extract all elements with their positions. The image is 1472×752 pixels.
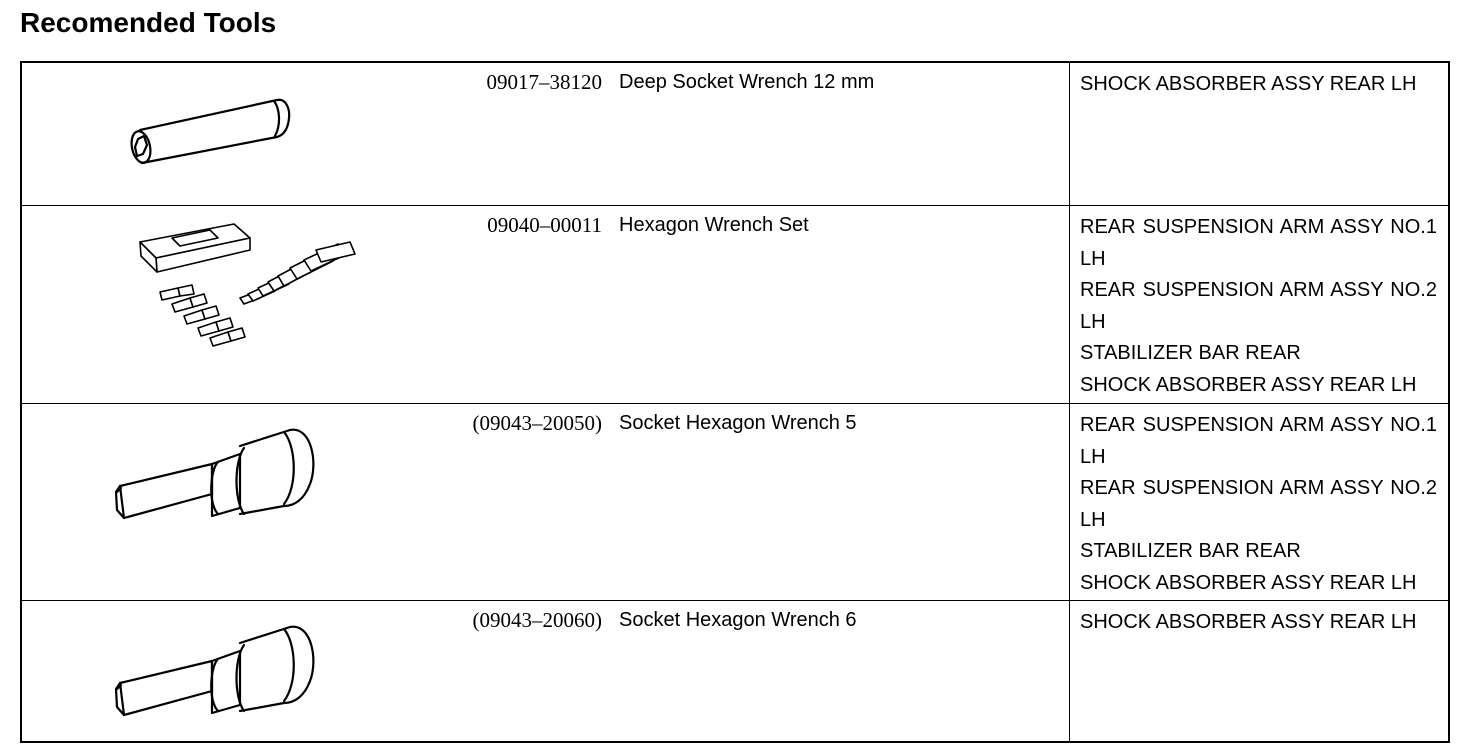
used-in-item: SHOCK ABSORBER ASSY REAR LH [1080, 571, 1417, 594]
part-number: (09043–20060) [472, 608, 602, 632]
column-divider [1069, 63, 1070, 205]
used-in-item: SHOCK ABSORBER ASSY REAR LH [1080, 373, 1417, 396]
used-in-item: SHOCK ABSORBER ASSY REAR LH [1080, 73, 1417, 95]
hex-wrench-set-icon [22, 206, 422, 403]
used-in-item: REAR SUSPENSION ARM ASSY NO.1 LH [1080, 216, 1437, 270]
tool-name: Hexagon Wrench Set [619, 214, 809, 236]
used-in-item: REAR SUSPENSION ARM ASSY NO.1 LH [1080, 414, 1437, 468]
used-in-item: REAR SUSPENSION ARM ASSY NO.2 LH [1080, 477, 1437, 531]
used-in-item: STABILIZER BAR REAR [1080, 540, 1301, 562]
tool-name: Socket Hexagon Wrench 5 [619, 412, 857, 434]
used-in-list [1080, 607, 1437, 639]
used-in-list [1080, 212, 1437, 401]
socket-hex-wrench-icon [22, 404, 422, 600]
column-divider [1069, 404, 1070, 600]
part-number: 09040–00011 [487, 213, 602, 237]
deep-socket-icon [22, 63, 422, 205]
tools-table [20, 61, 1450, 743]
column-divider [1069, 601, 1070, 741]
page-title: Recomended Tools [20, 7, 277, 38]
tool-name: Deep Socket Wrench 12 mm [619, 71, 875, 93]
used-in-list [1080, 410, 1437, 599]
used-in-item: REAR SUSPENSION ARM ASSY NO.2 LH [1080, 279, 1437, 333]
part-number: (09043–20050) [472, 411, 602, 435]
tool-row [22, 205, 1448, 403]
tool-row [22, 63, 1448, 205]
used-in-list [1080, 69, 1437, 101]
tool-row [22, 403, 1448, 600]
socket-hex-wrench-icon [22, 601, 422, 741]
used-in-item: SHOCK ABSORBER ASSY REAR LH [1080, 611, 1417, 633]
used-in-item: STABILIZER BAR REAR [1080, 342, 1301, 364]
tool-name: Socket Hexagon Wrench 6 [619, 609, 857, 631]
column-divider [1069, 206, 1070, 403]
tool-row [22, 600, 1448, 741]
part-number: 09017–38120 [486, 70, 602, 94]
